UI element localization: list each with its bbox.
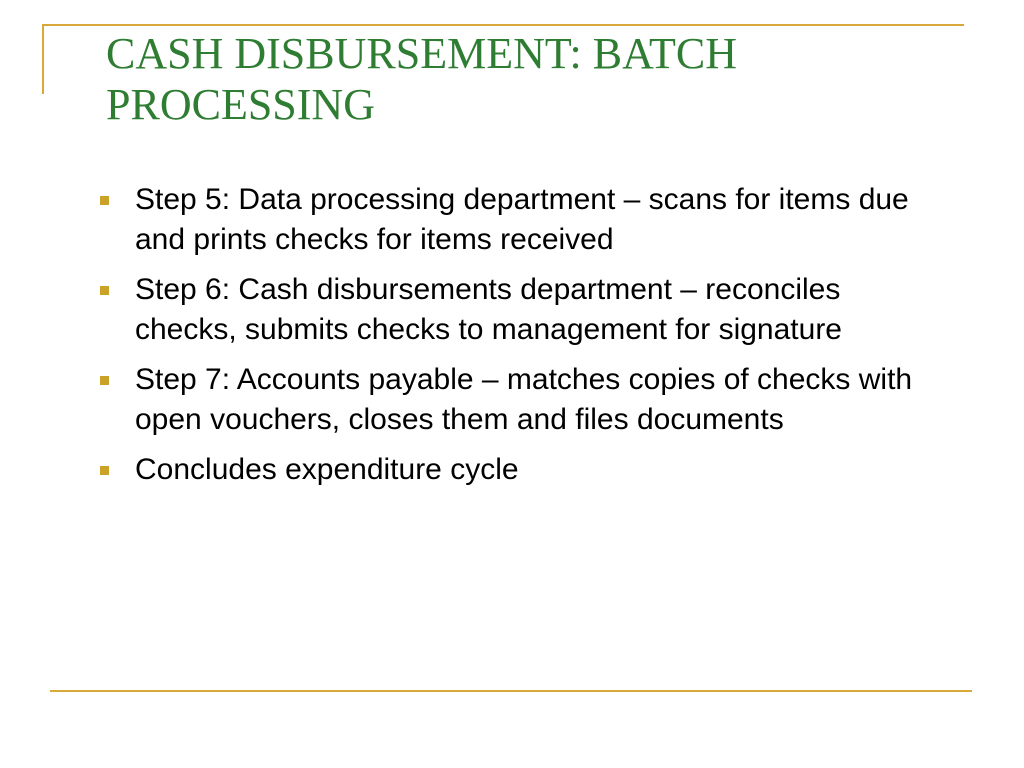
bullet-item-step-5 bbox=[96, 180, 946, 260]
square-bullet-icon bbox=[100, 466, 109, 475]
square-bullet-icon bbox=[100, 376, 109, 385]
bullet-text: Step 6: Cash disbursements department – reconciles checks, submits checks to management for signature bbox=[135, 273, 842, 346]
bullet-text: Concludes expenditure cycle bbox=[135, 453, 519, 486]
bullet-text: Step 5: Data processing department – scans for items due and prints checks for items received bbox=[135, 183, 909, 256]
bullet-item-conclusion bbox=[96, 450, 946, 490]
slide-title: CASH DISBURSEMENT: BATCH PROCESSING bbox=[106, 29, 738, 129]
bullet-item-step-6 bbox=[96, 270, 946, 350]
square-bullet-icon bbox=[100, 196, 109, 205]
top-rule bbox=[42, 24, 964, 26]
left-rule bbox=[42, 24, 44, 94]
bullet-list bbox=[96, 180, 946, 500]
bullet-text: Step 7: Accounts payable – matches copies of checks with open vouchers, closes them and files documents bbox=[135, 363, 913, 436]
square-bullet-icon bbox=[100, 286, 109, 295]
bullet-item-step-7 bbox=[96, 360, 946, 440]
bottom-rule bbox=[50, 690, 972, 692]
